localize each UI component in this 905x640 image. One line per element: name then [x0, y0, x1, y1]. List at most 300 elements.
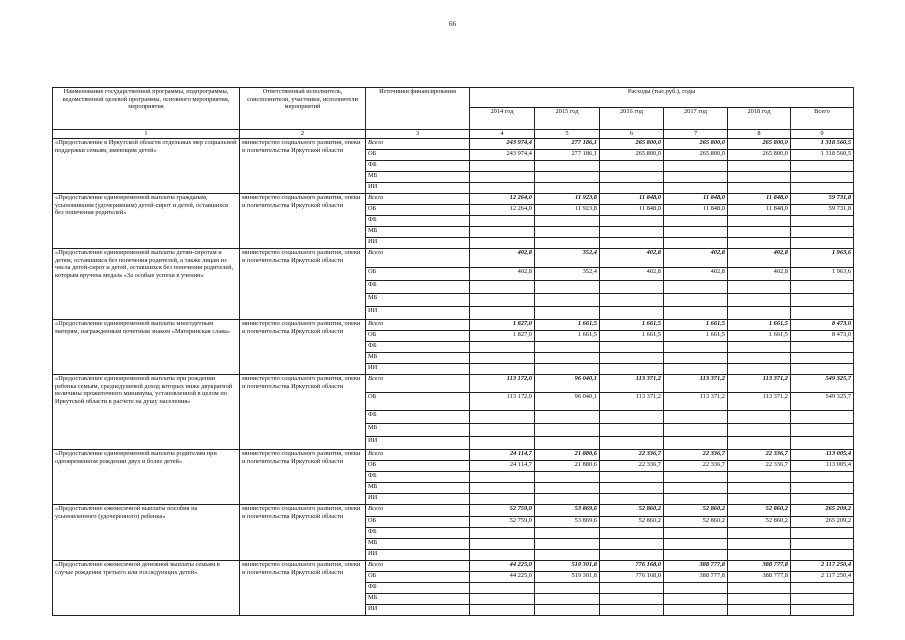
empty-cell [791, 364, 854, 375]
empty-cell [600, 424, 664, 437]
total-value: 402,8 [600, 249, 664, 268]
ob-value: 402,8 [600, 268, 664, 281]
page-number: 66 [449, 20, 456, 28]
empty-cell [791, 307, 854, 320]
empty-cell [535, 472, 600, 483]
ob-value: 52 860,2 [728, 517, 791, 528]
empty-cell [535, 528, 600, 539]
empty-cell [728, 411, 791, 424]
empty-cell [728, 183, 791, 194]
empty-cell [600, 437, 664, 450]
funding-source: Всего [366, 450, 470, 461]
empty-cell [600, 539, 664, 550]
empty-cell [535, 550, 600, 561]
total-value: 53 869,6 [535, 505, 600, 517]
ob-value: 243 974,4 [470, 150, 535, 161]
empty-cell [728, 307, 791, 320]
table-row [53, 375, 854, 393]
total-value: 519 301,8 [535, 561, 600, 572]
total-value: 402,8 [664, 249, 728, 268]
total-value: 44 225,0 [470, 561, 535, 572]
year-header: 2014 год [470, 108, 535, 130]
ob-value: 113 371,2 [664, 393, 728, 411]
empty-cell [791, 353, 854, 364]
total-value: 1 661,5 [664, 320, 728, 331]
empty-cell [664, 294, 728, 307]
ob-value: 265 209,2 [791, 517, 854, 528]
ob-value: 388 777,8 [728, 572, 791, 583]
empty-cell [600, 411, 664, 424]
ob-value: 44 225,0 [470, 572, 535, 583]
executor-name: министерство социального развития, опеки и попечительства Иркутской области [240, 505, 366, 561]
empty-cell [535, 216, 600, 227]
year-header: 2016 год [600, 108, 664, 130]
executor-name: министерство социального развития, опеки и попечительства Иркутской области [240, 249, 366, 320]
total-value: 402,8 [728, 249, 791, 268]
empty-cell [470, 550, 535, 561]
empty-cell [535, 483, 600, 494]
column-number: 1 [53, 130, 240, 139]
funding-source: ФБ [366, 281, 470, 294]
funding-source: ИИ [366, 550, 470, 561]
table-row [53, 320, 854, 331]
funding-source: Всего [366, 194, 470, 205]
empty-cell [535, 172, 600, 183]
ob-value: 549 325,7 [791, 393, 854, 411]
funding-source: МБ [366, 539, 470, 550]
table-row [53, 139, 854, 150]
ob-value: 519 301,8 [535, 572, 600, 583]
empty-cell [791, 411, 854, 424]
total-value: 59 731,8 [791, 194, 854, 205]
empty-cell [728, 424, 791, 437]
ob-value: 402,8 [664, 268, 728, 281]
column-number: 5 [535, 130, 600, 139]
column-number: 2 [240, 130, 366, 139]
empty-cell [470, 539, 535, 550]
empty-cell [728, 472, 791, 483]
ob-value: 22 336,7 [600, 461, 664, 472]
total-value: 11 848,0 [728, 194, 791, 205]
empty-cell [791, 161, 854, 172]
ob-value: 352,4 [535, 268, 600, 281]
funding-source: Всего [366, 320, 470, 331]
ob-value: 12 264,0 [470, 205, 535, 216]
total-value: 52 860,2 [664, 505, 728, 517]
total-value: 52 860,2 [600, 505, 664, 517]
total-value: 352,4 [535, 249, 600, 268]
executor-name: министерство социального развития, опеки и попечительства Иркутской области [240, 450, 366, 505]
ob-value: 776 168,0 [600, 572, 664, 583]
empty-cell [664, 494, 728, 505]
funding-source: ФБ [366, 583, 470, 594]
empty-cell [600, 183, 664, 194]
total-value: 96 040,1 [535, 375, 600, 393]
empty-cell [470, 238, 535, 249]
total-value: 1 827,0 [470, 320, 535, 331]
ob-value: 1 661,5 [535, 331, 600, 342]
empty-cell [791, 281, 854, 294]
empty-cell [791, 424, 854, 437]
ob-value: 52 860,2 [664, 517, 728, 528]
empty-cell [470, 353, 535, 364]
funding-source: ФБ [366, 216, 470, 227]
total-value: 24 114,7 [470, 450, 535, 461]
executor-name: министерство социального развития, опеки и попечительства Иркутской области [240, 561, 366, 616]
empty-cell [728, 483, 791, 494]
empty-cell [600, 483, 664, 494]
empty-cell [535, 238, 600, 249]
empty-cell [664, 183, 728, 194]
funding-source: ИИ [366, 437, 470, 450]
program-name: «Предоставление единовременной выплаты детям-сиротам и детям, оставшимся без попечения родителей, а также лицам из числа детей-сирот и детей, оставшихся без попечения родителей, которым вручена медаль «За особые успехи в учении» [53, 249, 240, 320]
funding-source: МБ [366, 594, 470, 605]
empty-cell [535, 605, 600, 616]
total-value: 277 186,1 [535, 139, 600, 150]
funding-source: МБ [366, 172, 470, 183]
empty-cell [535, 353, 600, 364]
empty-cell [470, 472, 535, 483]
empty-cell [600, 528, 664, 539]
empty-cell [470, 294, 535, 307]
ob-value: 11 848,0 [728, 205, 791, 216]
column-number: 6 [600, 130, 664, 139]
empty-cell [664, 483, 728, 494]
expenditure-table [52, 87, 854, 616]
empty-cell [664, 472, 728, 483]
ob-value: 402,8 [470, 268, 535, 281]
empty-cell [600, 472, 664, 483]
funding-source: ФБ [366, 161, 470, 172]
empty-cell [600, 294, 664, 307]
empty-cell [791, 483, 854, 494]
total-value: 113 005,4 [791, 450, 854, 461]
ob-value: 113 371,2 [600, 393, 664, 411]
empty-cell [535, 364, 600, 375]
total-value: 1 963,6 [791, 249, 854, 268]
empty-cell [791, 472, 854, 483]
empty-cell [728, 594, 791, 605]
ob-value: 113 172,0 [470, 393, 535, 411]
empty-cell [728, 528, 791, 539]
empty-cell [791, 437, 854, 450]
total-value: 265 800,0 [728, 139, 791, 150]
total-value: 52 759,0 [470, 505, 535, 517]
program-name: «Предоставление единовременной выплаты при рождении ребенка семьям, среднедушевой доход которых ниже двукратной величины прожиточного минимума, установленной в целом по Иркутской области в расчете на душу населения» [53, 375, 240, 450]
empty-cell [470, 411, 535, 424]
funding-source: Всего [366, 139, 470, 150]
funding-source: ОБ [366, 205, 470, 216]
empty-cell [664, 605, 728, 616]
ob-value: 402,8 [728, 268, 791, 281]
empty-cell [600, 161, 664, 172]
total-value: 265 800,0 [664, 139, 728, 150]
total-value: 22 336,7 [664, 450, 728, 461]
total-value: 11 923,8 [535, 194, 600, 205]
empty-cell [470, 183, 535, 194]
total-value: 113 371,2 [728, 375, 791, 393]
total-value: 11 848,0 [664, 194, 728, 205]
empty-cell [664, 216, 728, 227]
ob-value: 22 336,7 [728, 461, 791, 472]
empty-cell [600, 307, 664, 320]
empty-cell [728, 238, 791, 249]
empty-cell [600, 353, 664, 364]
empty-cell [664, 238, 728, 249]
empty-cell [791, 227, 854, 238]
empty-cell [728, 172, 791, 183]
empty-cell [728, 342, 791, 353]
column-number: 3 [366, 130, 470, 139]
funding-source: ОБ [366, 517, 470, 528]
year-header: 2017 год [664, 108, 728, 130]
empty-cell [600, 594, 664, 605]
empty-cell [535, 183, 600, 194]
ob-value: 59 731,8 [791, 205, 854, 216]
col-header-name: Наименование государственной программы, подпрограммы, ведомственной целевой программы, основного мероприятия, мероприятия [53, 88, 240, 130]
empty-cell [728, 550, 791, 561]
ob-value: 277 186,1 [535, 150, 600, 161]
funding-source: МБ [366, 353, 470, 364]
empty-cell [664, 353, 728, 364]
ob-value: 11 848,0 [600, 205, 664, 216]
ob-value: 21 880,6 [535, 461, 600, 472]
column-number: 4 [470, 130, 535, 139]
ob-value: 52 759,0 [470, 517, 535, 528]
year-header: Всего [791, 108, 854, 130]
funding-source: МБ [366, 227, 470, 238]
empty-cell [600, 238, 664, 249]
empty-cell [600, 494, 664, 505]
funding-source: ИИ [366, 238, 470, 249]
program-name: «Предоставление единовременной выплаты многодетным матерям, награжденным почетным знаком «Материнская слава» [53, 320, 240, 375]
total-value: 1 661,5 [535, 320, 600, 331]
empty-cell [600, 605, 664, 616]
ob-value: 265 800,0 [728, 150, 791, 161]
year-header: 2015 год [535, 108, 600, 130]
funding-source: ОБ [366, 461, 470, 472]
program-name: «Предоставление в Иркутской области отдельных мер социальной поддержки семьям, имеющим детей» [53, 139, 240, 194]
empty-cell [664, 539, 728, 550]
column-number: 8 [728, 130, 791, 139]
ob-value: 8 473,0 [791, 331, 854, 342]
empty-cell [535, 307, 600, 320]
empty-cell [728, 364, 791, 375]
empty-cell [728, 494, 791, 505]
funding-source: ИИ [366, 183, 470, 194]
empty-cell [470, 528, 535, 539]
funding-source: ОБ [366, 572, 470, 583]
funding-source: ИИ [366, 307, 470, 320]
empty-cell [728, 161, 791, 172]
total-value: 8 473,0 [791, 320, 854, 331]
funding-source: ФБ [366, 342, 470, 353]
empty-cell [664, 342, 728, 353]
column-number: 7 [664, 130, 728, 139]
table-row [53, 505, 854, 517]
total-value: 243 974,4 [470, 139, 535, 150]
empty-cell [535, 437, 600, 450]
executor-name: министерство социального развития, опеки и попечительства Иркутской области [240, 320, 366, 375]
empty-cell [535, 424, 600, 437]
empty-cell [728, 437, 791, 450]
empty-cell [470, 494, 535, 505]
funding-source: ОБ [366, 150, 470, 161]
total-value: 1 318 560,5 [791, 139, 854, 150]
empty-cell [791, 583, 854, 594]
funding-source: ФБ [366, 411, 470, 424]
empty-cell [664, 281, 728, 294]
empty-cell [791, 528, 854, 539]
empty-cell [664, 307, 728, 320]
total-value: 11 848,0 [600, 194, 664, 205]
total-value: 265 209,2 [791, 505, 854, 517]
empty-cell [664, 583, 728, 594]
empty-cell [791, 172, 854, 183]
funding-source: МБ [366, 294, 470, 307]
empty-cell [470, 216, 535, 227]
ob-value: 96 040,1 [535, 393, 600, 411]
ob-value: 1 661,5 [600, 331, 664, 342]
program-name: «Предоставление единовременной выплаты родителям при одновременном рождении двух и более детей» [53, 450, 240, 505]
empty-cell [470, 342, 535, 353]
funding-source: ИИ [366, 494, 470, 505]
total-value: 1 661,5 [728, 320, 791, 331]
empty-cell [535, 281, 600, 294]
empty-cell [600, 550, 664, 561]
col-header-source: Источники финансирования [366, 88, 470, 130]
empty-cell [728, 294, 791, 307]
empty-cell [791, 550, 854, 561]
funding-source: Всего [366, 249, 470, 268]
empty-cell [600, 227, 664, 238]
empty-cell [600, 364, 664, 375]
program-name: «Предоставление единовременной выплаты гражданам, усыновившим (удочерившим) детей-сирот и детей, оставшихся без попечения родителей» [53, 194, 240, 249]
empty-cell [535, 594, 600, 605]
empty-cell [600, 583, 664, 594]
ob-value: 22 336,7 [664, 461, 728, 472]
funding-source: Всего [366, 505, 470, 517]
empty-cell [535, 294, 600, 307]
empty-cell [791, 539, 854, 550]
empty-cell [470, 172, 535, 183]
empty-cell [600, 281, 664, 294]
total-value: 388 777,8 [664, 561, 728, 572]
empty-cell [664, 364, 728, 375]
total-value: 549 325,7 [791, 375, 854, 393]
empty-cell [470, 307, 535, 320]
empty-cell [791, 594, 854, 605]
ob-value: 52 860,2 [600, 517, 664, 528]
empty-cell [600, 172, 664, 183]
empty-cell [535, 227, 600, 238]
total-value: 12 264,0 [470, 194, 535, 205]
empty-cell [535, 342, 600, 353]
executor-name: министерство социального развития, опеки и попечительства Иркутской области [240, 139, 366, 194]
empty-cell [664, 227, 728, 238]
ob-value: 1 318 560,5 [791, 150, 854, 161]
total-value: 388 777,8 [728, 561, 791, 572]
empty-cell [664, 161, 728, 172]
ob-value: 11 848,0 [664, 205, 728, 216]
empty-cell [728, 583, 791, 594]
ob-value: 24 114,7 [470, 461, 535, 472]
total-value: 113 371,2 [664, 375, 728, 393]
empty-cell [470, 437, 535, 450]
table-row [53, 450, 854, 461]
column-number-row [53, 130, 854, 139]
empty-cell [470, 483, 535, 494]
empty-cell [600, 216, 664, 227]
program-name: «Предоставление ежемесячной денежной выплаты семьям в случае рождения третьего или последующих детей» [53, 561, 240, 616]
empty-cell [728, 227, 791, 238]
funding-source: МБ [366, 424, 470, 437]
ob-value: 53 869,6 [535, 517, 600, 528]
empty-cell [664, 594, 728, 605]
empty-cell [470, 583, 535, 594]
empty-cell [664, 424, 728, 437]
empty-cell [535, 539, 600, 550]
table-row [53, 561, 854, 572]
ob-value: 113 371,2 [728, 393, 791, 411]
funding-source: МБ [366, 483, 470, 494]
funding-source: Всего [366, 375, 470, 393]
funding-source: ИИ [366, 605, 470, 616]
total-value: 776 168,0 [600, 561, 664, 572]
empty-cell [791, 238, 854, 249]
ob-value: 1 661,5 [664, 331, 728, 342]
ob-value: 388 777,8 [664, 572, 728, 583]
total-value: 22 336,7 [600, 450, 664, 461]
total-value: 2 117 250,4 [791, 561, 854, 572]
empty-cell [664, 550, 728, 561]
total-value: 265 800,0 [600, 139, 664, 150]
year-header: 2018 год [728, 108, 791, 130]
total-value: 52 860,2 [728, 505, 791, 517]
total-value: 113 371,2 [600, 375, 664, 393]
empty-cell [535, 494, 600, 505]
empty-cell [791, 216, 854, 227]
empty-cell [791, 605, 854, 616]
ob-value: 11 923,8 [535, 205, 600, 216]
empty-cell [664, 528, 728, 539]
table-row [53, 194, 854, 205]
empty-cell [535, 411, 600, 424]
funding-source: ИИ [366, 364, 470, 375]
total-value: 21 880,6 [535, 450, 600, 461]
funding-source: ОБ [366, 331, 470, 342]
ob-value: 1 661,5 [728, 331, 791, 342]
executor-name: министерство социального развития, опеки и попечительства Иркутской области [240, 375, 366, 450]
table-row [53, 249, 854, 268]
ob-value: 1 963,6 [791, 268, 854, 281]
empty-cell [728, 353, 791, 364]
program-name: «Предоставление ежемесячной выплаты пособия на усыновленного (удочеренного) ребенка» [53, 505, 240, 561]
empty-cell [535, 161, 600, 172]
funding-source: ФБ [366, 528, 470, 539]
ob-value: 1 827,0 [470, 331, 535, 342]
empty-cell [791, 294, 854, 307]
empty-cell [728, 539, 791, 550]
empty-cell [535, 583, 600, 594]
empty-cell [470, 161, 535, 172]
funding-source: ФБ [366, 472, 470, 483]
empty-cell [791, 183, 854, 194]
empty-cell [728, 216, 791, 227]
empty-cell [728, 281, 791, 294]
column-number: 9 [791, 130, 854, 139]
ob-value: 2 117 250,4 [791, 572, 854, 583]
